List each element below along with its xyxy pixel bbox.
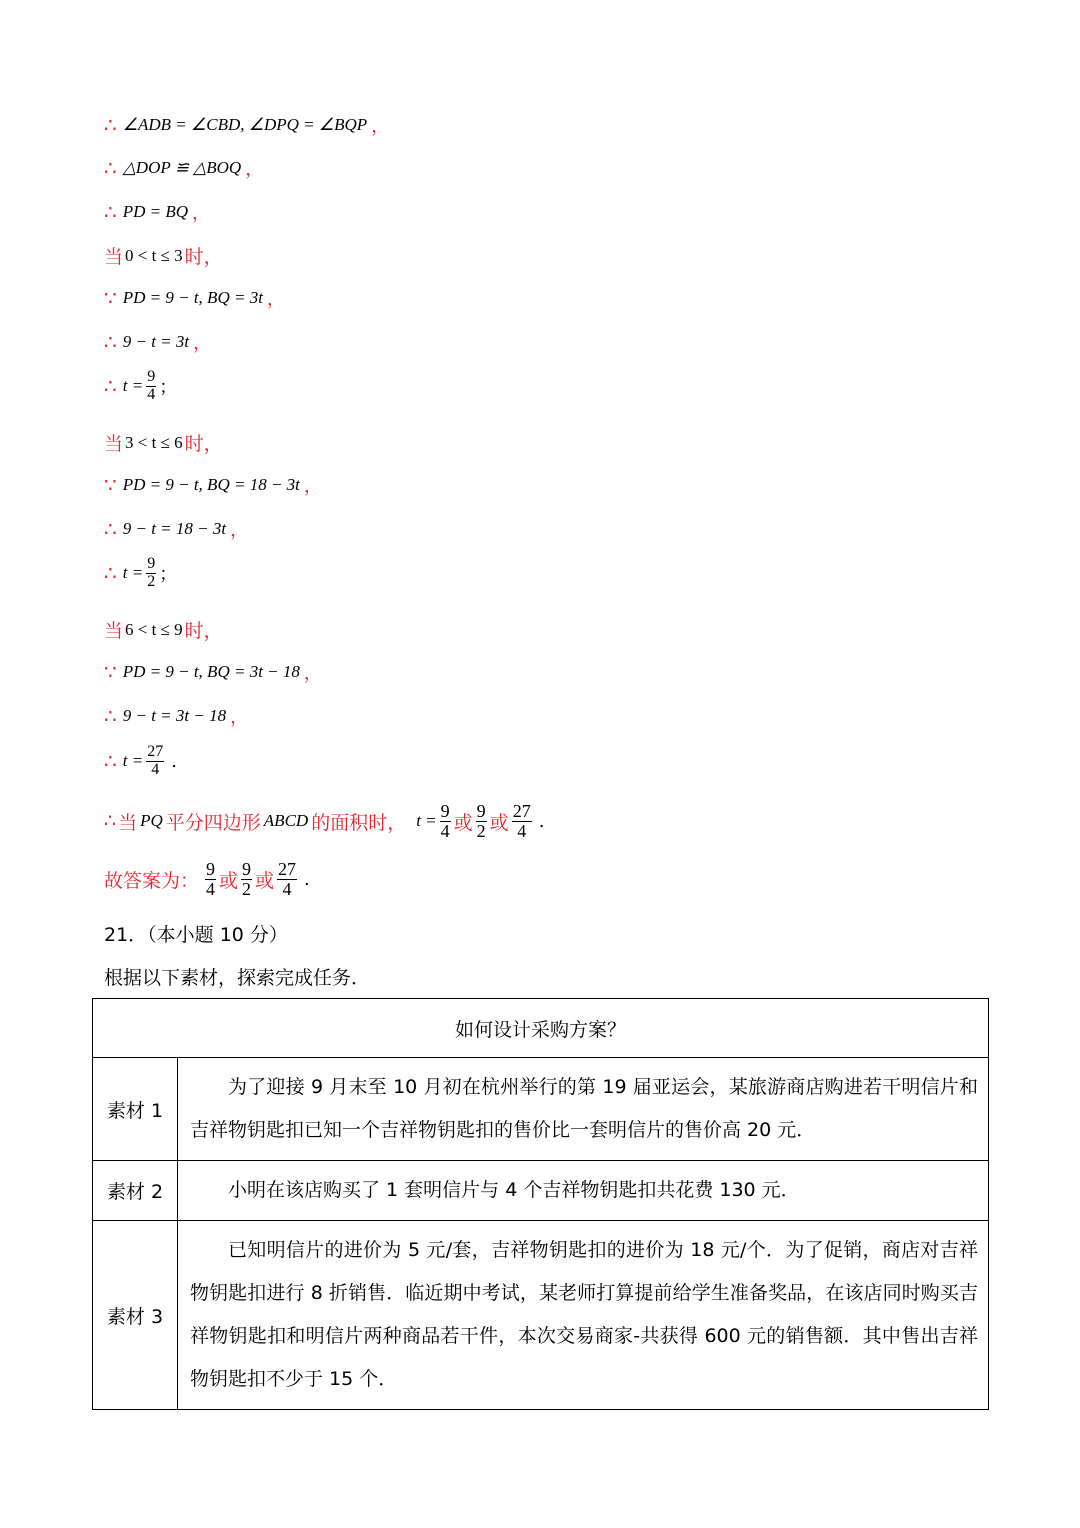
conclusion-lhs: t = [416, 811, 437, 831]
fraction-numerator: 27 [278, 859, 297, 879]
step-7 [104, 472, 322, 498]
step-1 [104, 112, 389, 138]
fraction-denominator: 4 [282, 878, 292, 899]
step-lhs: t = [122, 376, 144, 396]
step-5 [104, 329, 211, 355]
step-2 [104, 155, 263, 181]
step-expression: 9 − t = 3t − 18 [122, 706, 227, 725]
step-6 [104, 369, 177, 404]
step-9 [104, 556, 177, 591]
therefore-symbol: ∴ [104, 200, 117, 224]
step-end: ； [159, 377, 178, 399]
case-condition: 6 < t ≤ 9 [125, 619, 183, 639]
case-3 [104, 616, 223, 643]
fraction [205, 860, 216, 899]
fraction-numerator: 9 [242, 859, 252, 879]
step-4 [104, 285, 285, 311]
step-end: ， [245, 159, 264, 180]
step-end: ， [230, 520, 249, 541]
case-2 [104, 429, 223, 456]
step-end: ， [192, 203, 211, 224]
therefore-symbol: ∴ [104, 330, 117, 354]
step-3 [104, 199, 210, 225]
fraction-denominator: 2 [476, 820, 486, 841]
fraction [476, 802, 487, 841]
therefore-symbol: ∴ [104, 561, 117, 586]
step-8 [104, 516, 248, 542]
step-expression: PD = 9 − t, BQ = 3t [122, 288, 263, 307]
case-prefix: 当 [104, 246, 124, 268]
or-text: 或 [453, 811, 473, 834]
therefore-symbol: ∴ [104, 810, 117, 833]
step-expression: PD = BQ [122, 202, 189, 221]
fraction [146, 556, 156, 591]
step-lhs: t = [122, 751, 144, 771]
fraction-numerator: 27 [147, 743, 164, 760]
conclusion [104, 802, 544, 841]
step-end: ， [303, 476, 322, 497]
step-end: ， [266, 289, 285, 310]
case-prefix: 当 [104, 620, 124, 642]
fraction-denominator: 4 [151, 760, 160, 778]
because-symbol: ∵ [104, 286, 117, 310]
fraction-numerator: 9 [206, 859, 216, 879]
step-end: ， [193, 333, 212, 354]
conclusion-prefix: 当 [118, 811, 138, 834]
case-suffix: 时， [184, 620, 223, 642]
therefore-symbol: ∴ [104, 113, 117, 137]
or-text: 或 [255, 869, 275, 892]
answer-end: . [304, 868, 310, 890]
table-title: 如何设计采购方案？ [93, 999, 989, 1058]
because-symbol: ∵ [104, 660, 117, 684]
step-end: ； [159, 564, 178, 586]
therefore-symbol: ∴ [104, 374, 117, 399]
material-text: 为了迎接 9 月末至 10 月初在杭州举行的第 19 届亚运会，某旅游商店购进若干明信片和吉祥物钥匙扣已知一个吉祥物钥匙扣的售价比一套明信片的售价高 20 元． [178, 1058, 989, 1161]
therefore-symbol: ∴ [104, 704, 117, 728]
fraction-numerator: 9 [440, 801, 450, 821]
therefore-symbol: ∴ [104, 517, 117, 541]
step-11 [104, 703, 248, 729]
fraction-numerator: 9 [476, 801, 486, 821]
material-text: 已知明信片的进价为 5 元/套，吉祥物钥匙扣的进价为 18 元/个．为了促销，商店对吉祥物钥匙扣进行 8 折销售．临近期中考试，某老师打算提前给学生准备奖品，在该店同时购买吉祥物钥匙扣和明信片两种商品若干件，本次交易商家-共获得 600 元的销售额．其中售出吉祥物钥匙扣不少于 15 个． [178, 1221, 989, 1410]
fraction-denominator: 4 [440, 820, 450, 841]
or-text: 或 [489, 811, 509, 834]
materials-table [92, 998, 989, 1410]
step-lhs: t = [122, 563, 144, 583]
table-row [93, 1221, 989, 1410]
material-text: 小明在该店购买了 1 套明信片与 4 个吉祥物钥匙扣共花费 130 元． [178, 1161, 989, 1221]
step-end: . [171, 750, 177, 772]
answer-line [104, 860, 310, 899]
therefore-symbol: ∴ [104, 156, 117, 180]
because-symbol: ∵ [104, 473, 117, 497]
material-label: 素材 3 [93, 1221, 178, 1410]
fraction [440, 802, 451, 841]
step-expression: PD = 9 − t, BQ = 18 − 3t [122, 475, 300, 494]
fraction-numerator: 9 [147, 555, 156, 572]
fraction-denominator: 4 [517, 820, 527, 841]
case-1 [104, 242, 223, 269]
problem-intro: 根据以下素材，探索完成任务． [104, 967, 371, 989]
fraction-denominator: 2 [242, 878, 252, 899]
fraction [512, 802, 532, 841]
case-suffix: 时， [184, 246, 223, 268]
fraction [146, 369, 156, 404]
step-expression: PD = 9 − t, BQ = 3t − 18 [122, 662, 300, 681]
case-prefix: 当 [104, 433, 124, 455]
fraction [277, 860, 297, 899]
answer-label: 故答案为： [104, 869, 200, 892]
fraction-denominator: 4 [147, 385, 156, 403]
step-expression: 9 − t = 18 − 3t [122, 519, 227, 538]
step-12 [104, 744, 177, 779]
case-condition: 0 < t ≤ 3 [125, 245, 183, 265]
fraction-numerator: 9 [147, 368, 156, 385]
fraction [241, 860, 252, 899]
fraction [146, 744, 164, 779]
case-condition: 3 < t ≤ 6 [125, 432, 183, 452]
fraction-denominator: 4 [206, 878, 216, 899]
step-expression: 9 − t = 3t [122, 332, 190, 351]
therefore-symbol: ∴ [104, 749, 117, 774]
table-row [93, 999, 989, 1058]
fraction-numerator: 27 [512, 801, 531, 821]
step-10 [104, 659, 322, 685]
or-text: 或 [219, 869, 239, 892]
case-suffix: 时， [184, 433, 223, 455]
step-end: ， [303, 663, 322, 684]
step-end: ， [371, 116, 390, 137]
conclusion-segment: PQ [140, 811, 163, 831]
material-label: 素材 1 [93, 1058, 178, 1161]
material-label: 素材 2 [93, 1161, 178, 1221]
conclusion-mid: 平分四边形 [165, 811, 261, 834]
table-row [93, 1058, 989, 1161]
step-expression: ∠ADB = ∠CBD, ∠DPQ = ∠BQP [122, 115, 368, 134]
fraction-denominator: 2 [147, 572, 156, 590]
step-expression: △DOP ≌ △BOQ [122, 158, 242, 177]
conclusion-shape: ABCD [263, 811, 309, 831]
problem-number: 21．（本小题 10 分） [104, 924, 288, 946]
step-end: ， [230, 707, 249, 728]
conclusion-suffix: 的面积时， [311, 811, 407, 834]
table-row [93, 1161, 989, 1221]
conclusion-end: . [538, 810, 545, 832]
